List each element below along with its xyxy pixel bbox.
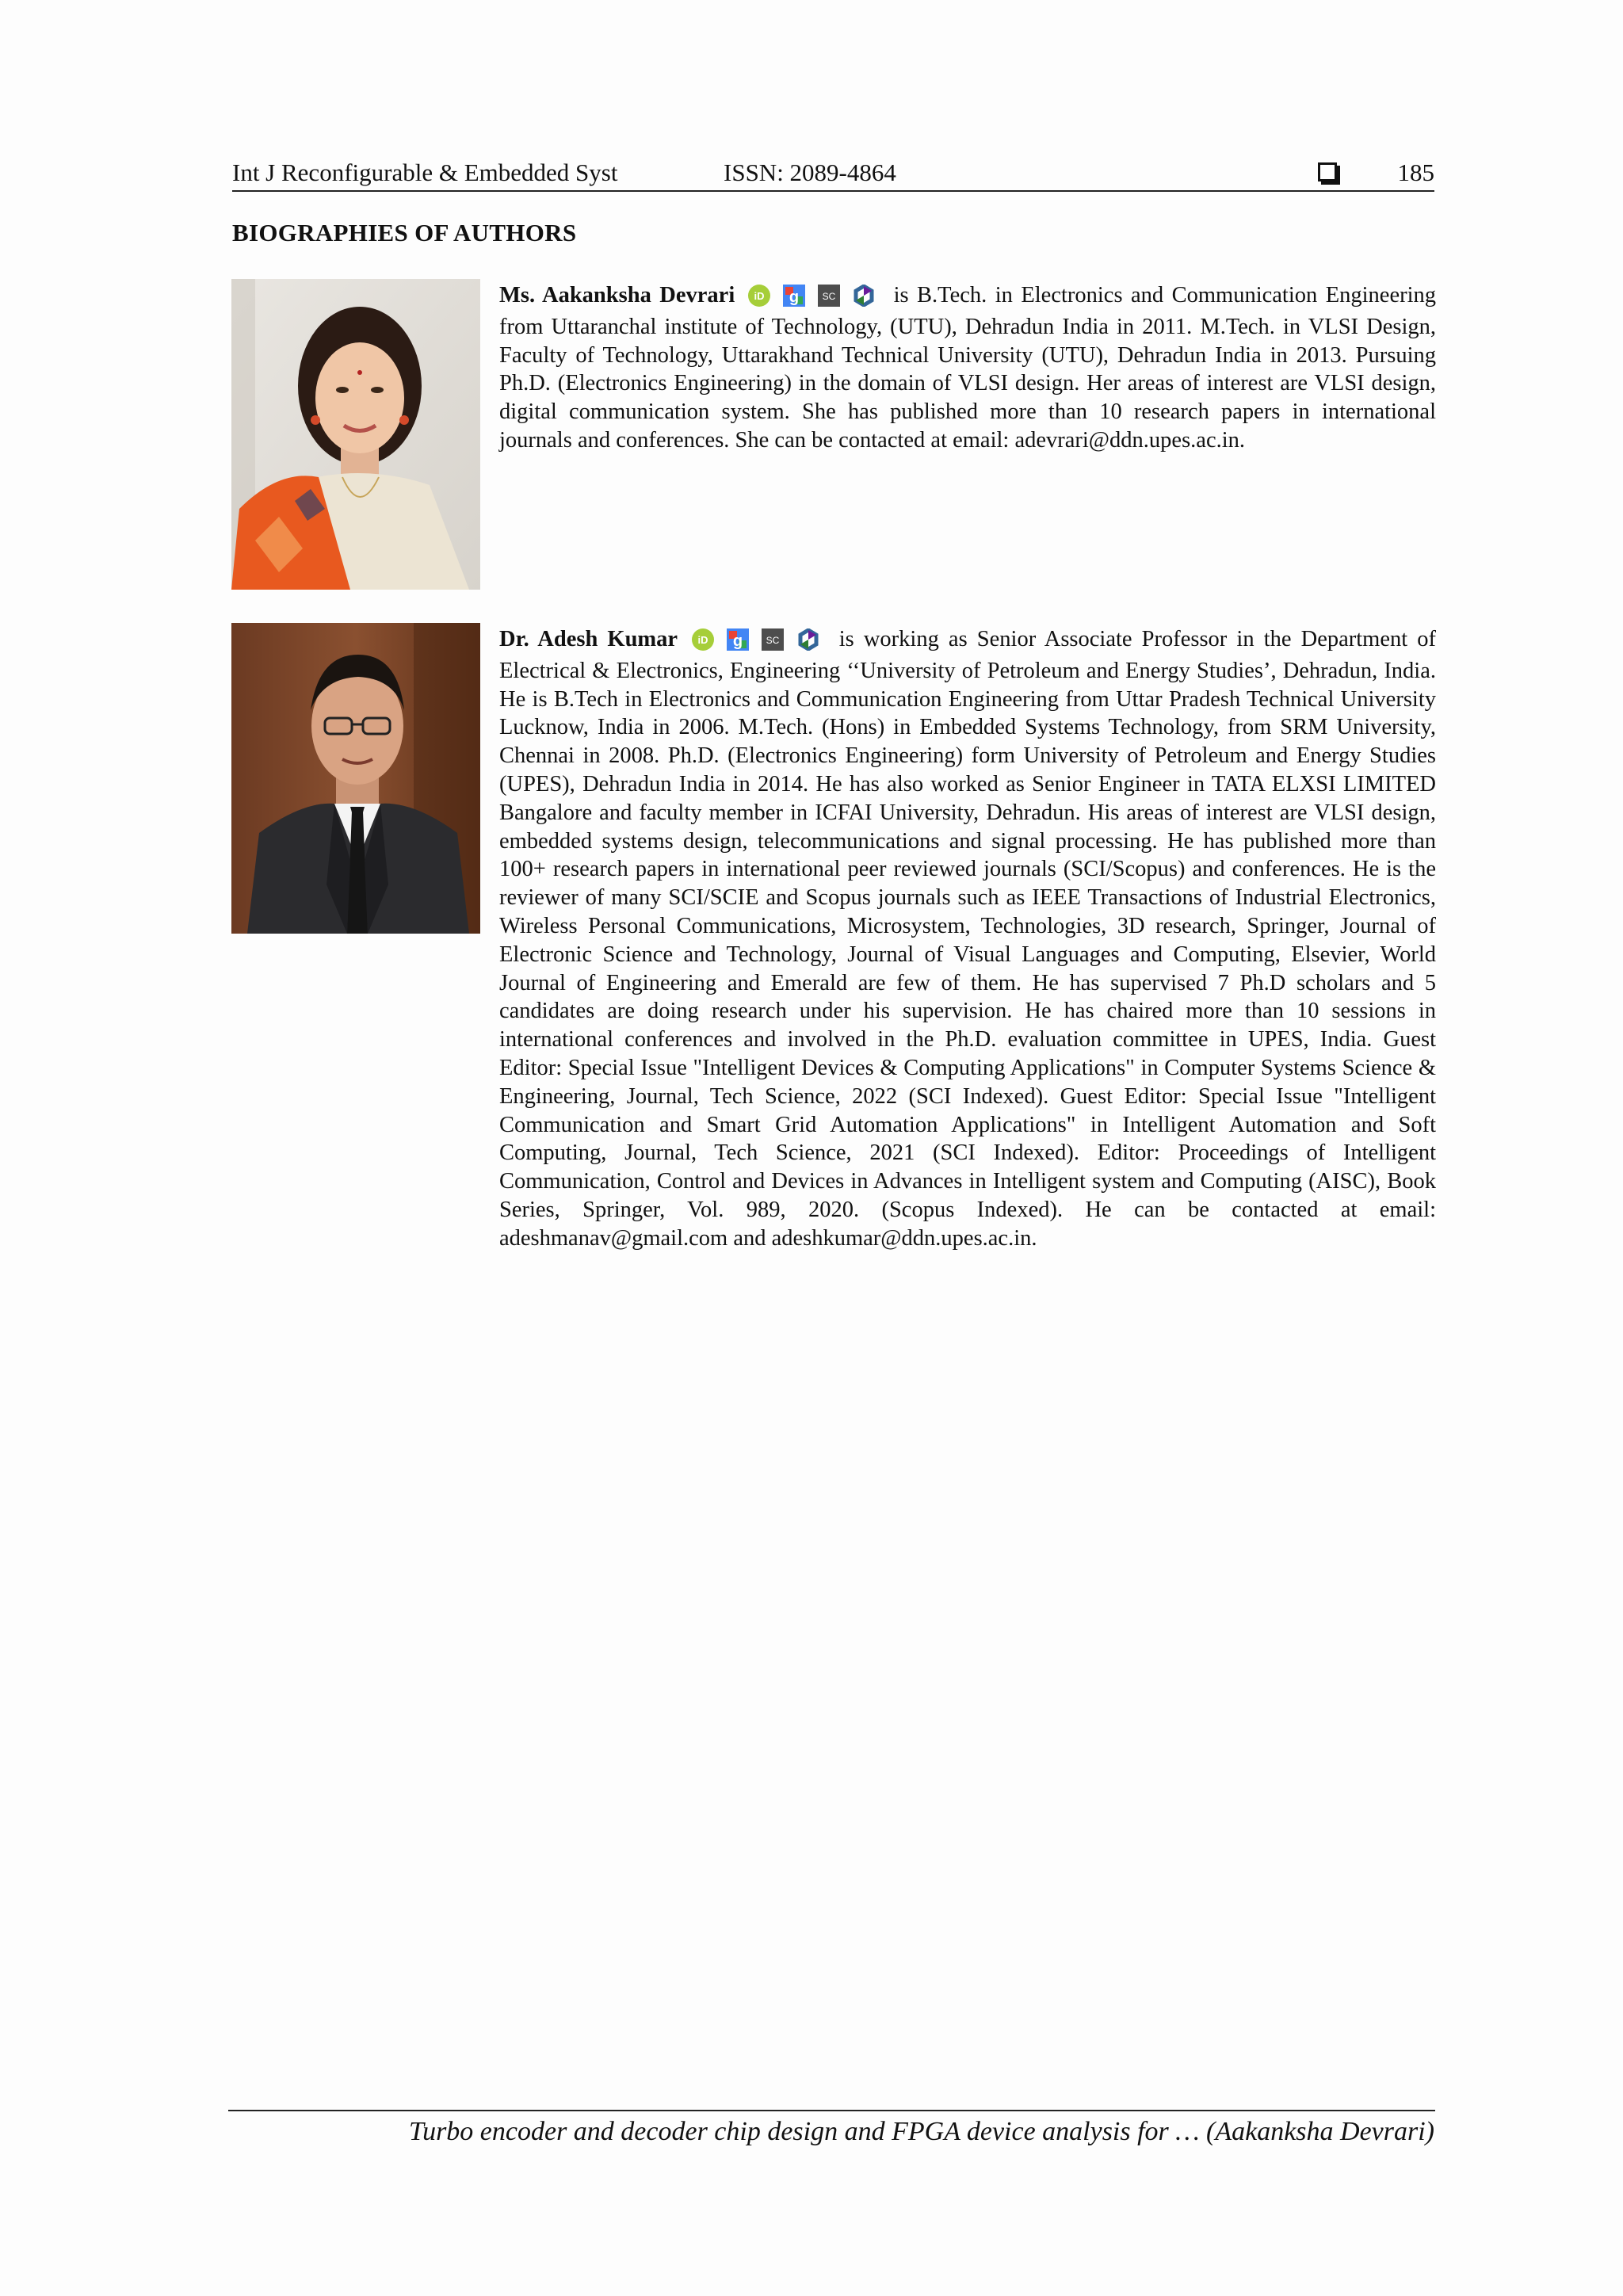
- author-profile-icons: [748, 285, 882, 313]
- author-bio-text: is B.Tech. in Electronics and Communication Engineering from Uttaranchal institute of Technology, (UTU), Dehradun India in 2011. M.Tech. in VLSI Design, Faculty of Technology, Uttarakhand Technical University (UTU), Dehradun India in 2013. Pursuing Ph.D. (Electronics Engineering) in the domain of VLSI design. Her areas of interest are VLSI design, digital communication system. She has published more than 10 research papers in international journals and conferences. She can be contacted at email: adevrari@ddn.upes.ac.in.: [499, 283, 1437, 453]
- footer-rule: [228, 2110, 1435, 2111]
- svg-text:SC: SC: [822, 291, 836, 302]
- google-scholar-icon[interactable]: [783, 285, 805, 307]
- orcid-icon[interactable]: [692, 628, 714, 651]
- svg-text:g: g: [733, 632, 743, 650]
- svg-text:iD: iD: [754, 290, 765, 302]
- author-bio-2: [499, 625, 1436, 1253]
- svg-text:g: g: [789, 288, 799, 306]
- author-name: Ms. Aakanksha Devrari: [499, 283, 735, 308]
- section-title: BIOGRAPHIES OF AUTHORS: [232, 219, 577, 246]
- svg-text:iD: iD: [697, 634, 708, 646]
- svg-text:SC: SC: [766, 635, 780, 646]
- author-photo-2: [231, 623, 480, 934]
- author-profile-icons: [692, 628, 826, 657]
- author-bio-1: [499, 281, 1436, 455]
- orcid-icon[interactable]: [748, 285, 770, 307]
- author-name: Dr. Adesh Kumar: [499, 627, 678, 651]
- scopus-icon[interactable]: [818, 285, 840, 307]
- author-photo-1: [231, 279, 480, 590]
- publons-icon[interactable]: [853, 285, 875, 307]
- running-header: [232, 155, 1434, 192]
- scopus-icon[interactable]: [762, 628, 784, 651]
- journal-name: Int J Reconfigurable & Embedded Syst: [232, 159, 618, 186]
- author-bio-text: is working as Senior Associate Professor in the Department of Electrical & Electronics, Engineering ‘‘University of Petroleum and Energy Studies’, Dehradun, India. He is B.Tech in Electronics and Communication Engineering from Uttar Pradesh Technical University Lucknow, India in 2006. M.Tech. (Hons) in Embedded Systems Technology, from SRM University, Chennai in 2008. Ph.D. (Electronics Engineering) form University of Petroleum and Energy Studies (UPES), Dehradun India in 2014. He has also worked as Senior Engineer in TATA ELXSI LIMITED Bangalore and faculty member in ICFAI University, Dehradun. His areas of interest are VLSI design, embedded systems design, telecommunications and signal processing. He has published more than 100+ research papers in international peer reviewed journals (SCI/Scopus) and conferences. He is the reviewer of many SCI/SCIE and Scopus journals such as IEEE Transactions of Industrial Electronics, Wireless Personal Communications, Microsystem, Technologies, 3D research, Springer, Journal of Electronic Science and Technology, Journal of Visual Languages and Computing, Elsevier, World Journal of Engineering and Emerald are few of them. He has supervised 7 Ph.D scholars and 5 candidates are doing research under his supervision. He has chaired more than 10 sessions in international conferences and involved in the Ph.D. evaluation committee in UPES, India. Guest Editor: Special Issue "Intelligent Devices & Computing Applications" in Computer Systems Science & Engineering, Journal, Tech Science, 2022 (SCI Indexed). Guest Editor: Special Issue "Intelligent Communication and Smart Grid Automation Applications" in Intelligent Automation and Soft Computing, Journal, Tech Science, 2021 (SCI Indexed). Editor: Proceedings of Intelligent Communication, Control and Devices in Advances in Intelligent system and Computing (AISC), Book Series, Springer, Vol. 989, 2020. (Scopus Indexed). He can be contacted at email: adeshmanav@gmail.com and adeshkumar@ddn.upes.ac.in.: [499, 627, 1437, 1251]
- publons-icon[interactable]: [797, 628, 819, 651]
- running-footer: Turbo encoder and decoder chip design and FPGA device analysis for … (Aakanksha Devrari): [409, 2117, 1434, 2146]
- google-scholar-icon[interactable]: [727, 628, 749, 651]
- page-number: 185: [1397, 159, 1434, 186]
- checkbox-square-icon: [1318, 162, 1337, 181]
- issn-label: ISSN: 2089-4864: [724, 159, 896, 186]
